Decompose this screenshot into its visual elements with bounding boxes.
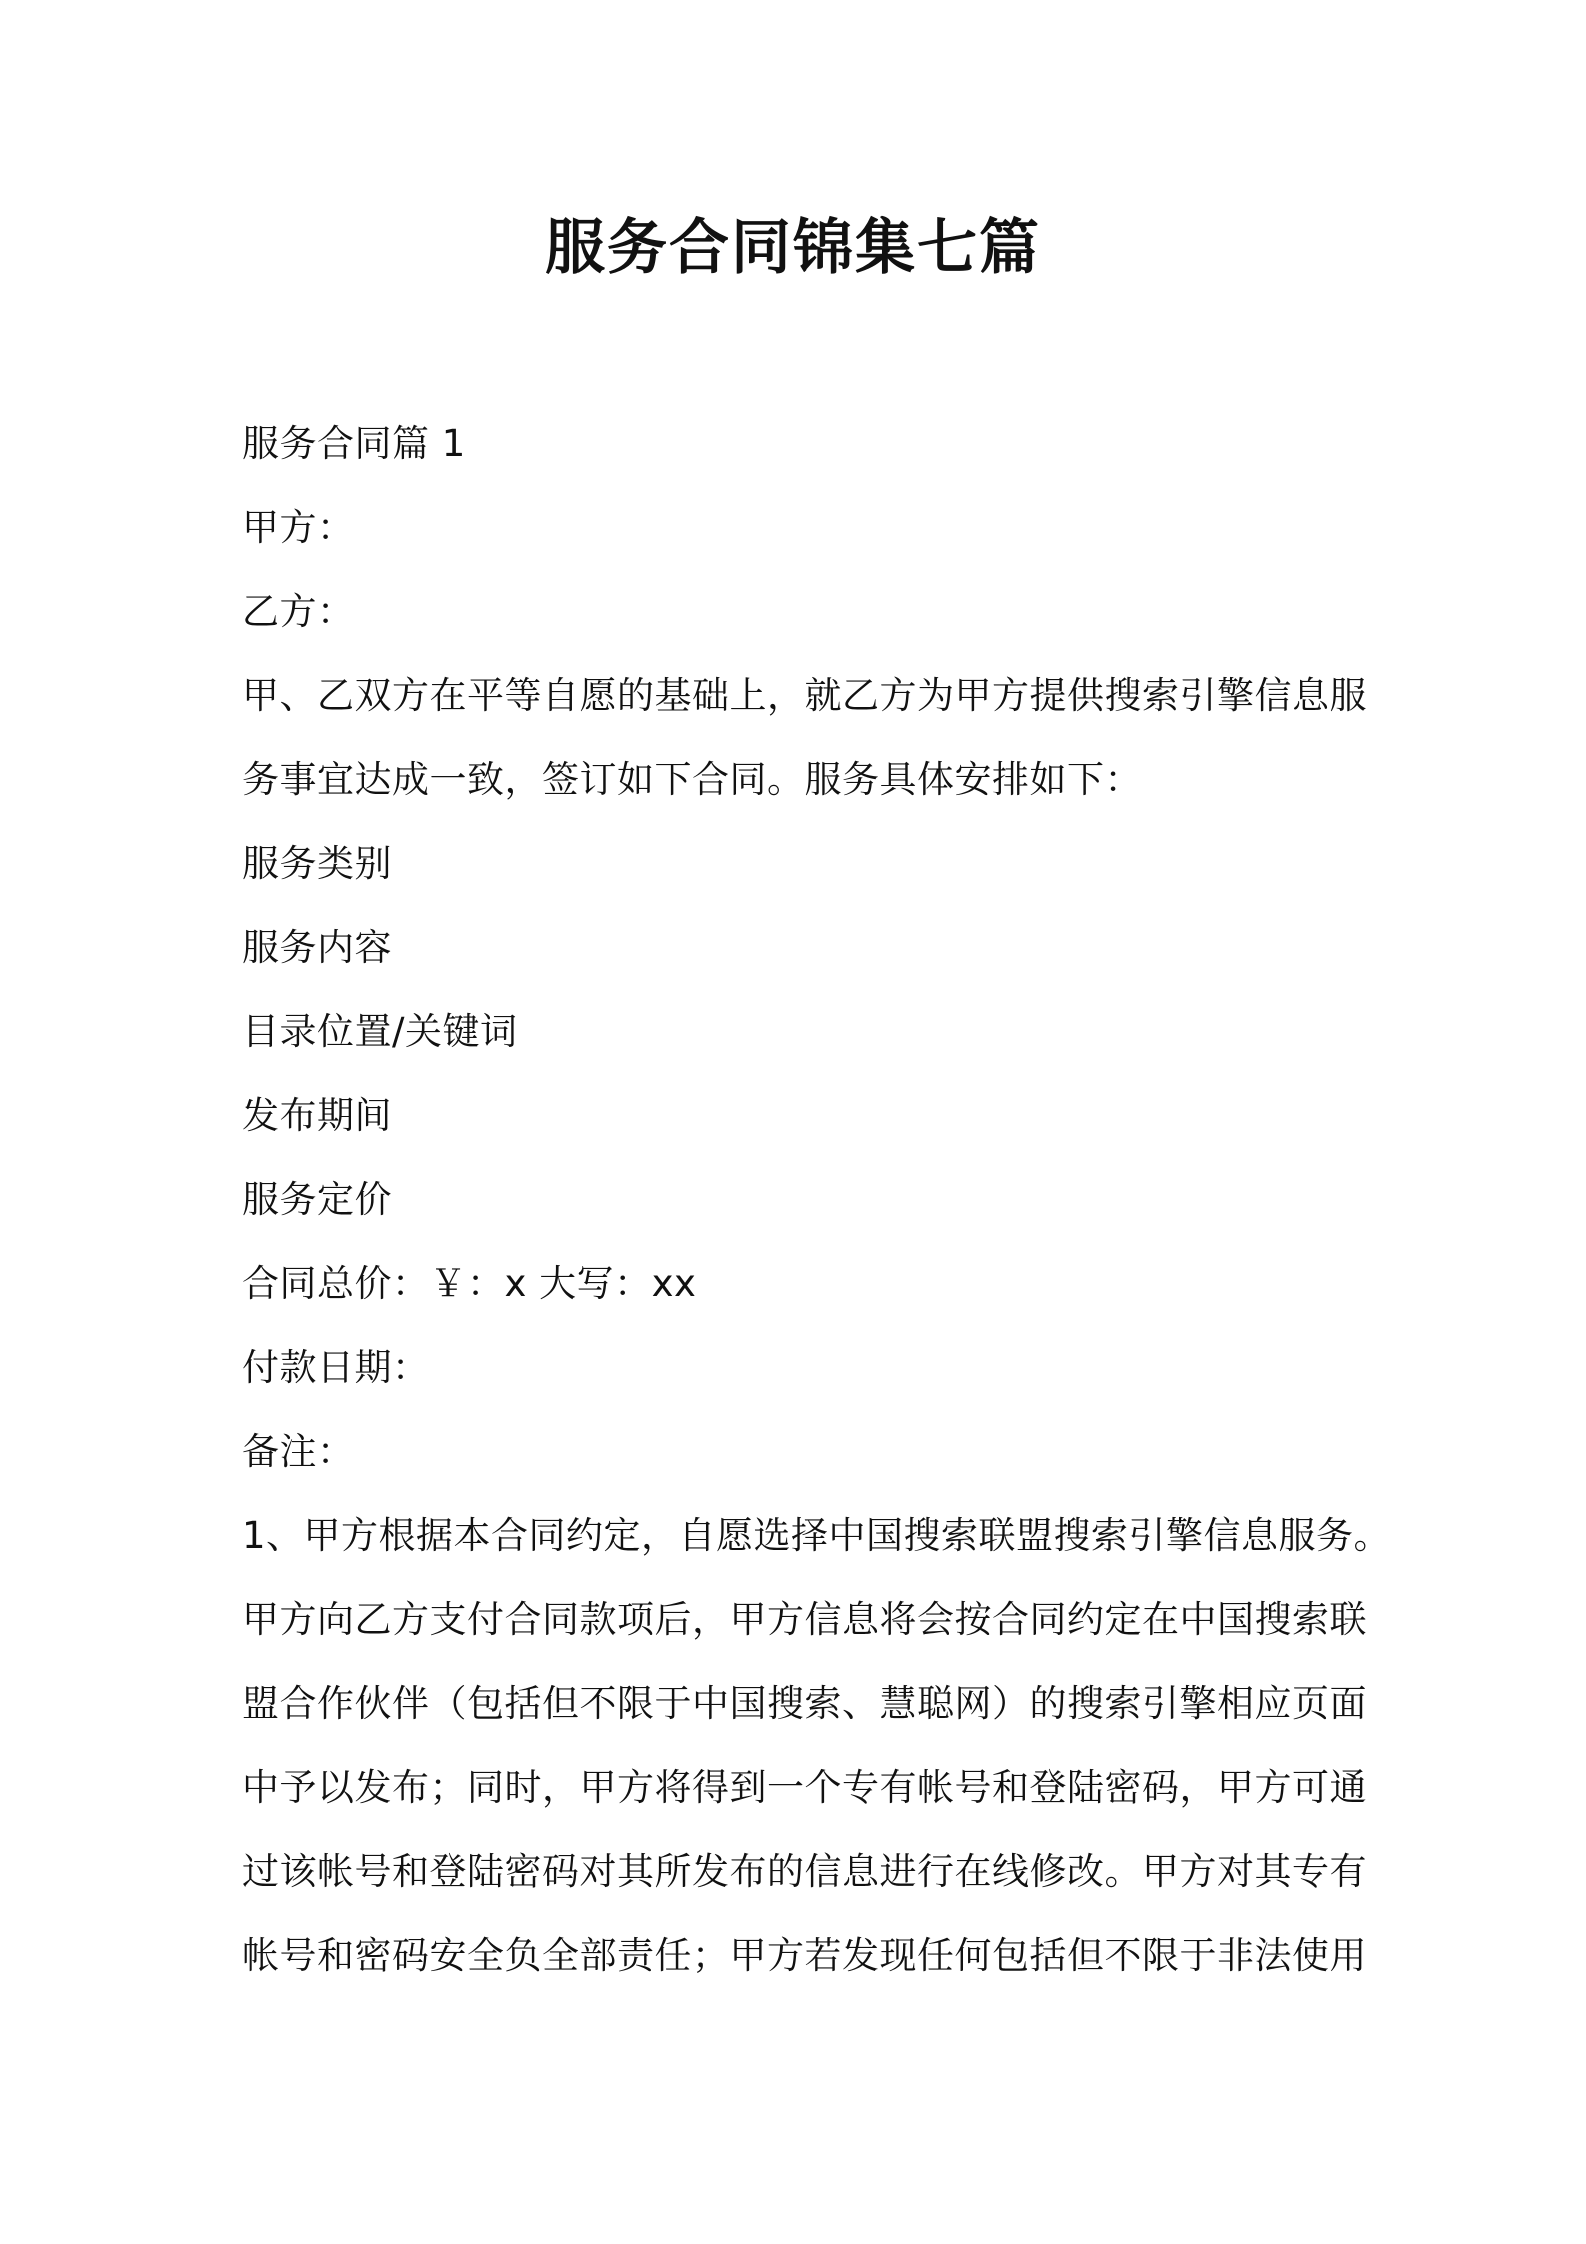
field-label: 发布期间	[242, 1094, 392, 1137]
total-price-line: 合同总价：￥：x 大写：xx	[242, 1262, 697, 1305]
document-title: 服务合同锦集七篇	[545, 213, 1041, 283]
paragraph-line: 帐号和密码安全负全部责任；甲方若发现任何包括但不限于非法使用	[242, 1934, 1367, 1977]
document-body	[242, 402, 1392, 1998]
remarks-line: 备注：	[242, 1430, 355, 1473]
paragraph-line: 过该帐号和登陆密码对其所发布的信息进行在线修改。甲方对其专有	[242, 1850, 1367, 1893]
paragraph-line: 1、甲方根据本合同约定，自愿选择中国搜索联盟搜索引擎信息服务。	[242, 1514, 1392, 1557]
party-a-line: 甲方：	[242, 506, 355, 549]
paragraph-line: 盟合作伙伴（包括但不限于中国搜索、慧聪网）的搜索引擎相应页面	[242, 1682, 1367, 1725]
paragraph-line: 甲方向乙方支付合同款项后，甲方信息将会按合同约定在中国搜索联	[242, 1598, 1367, 1641]
field-label: 服务定价	[242, 1178, 392, 1221]
field-label: 服务内容	[242, 926, 392, 969]
section-heading: 服务合同篇 1	[242, 422, 466, 465]
paragraph-line: 中予以发布；同时，甲方将得到一个专有帐号和登陆密码，甲方可通	[242, 1766, 1367, 1809]
paragraph-line: 甲、乙双方在平等自愿的基础上，就乙方为甲方提供搜索引擎信息服	[242, 674, 1367, 717]
payment-date-line: 付款日期：	[242, 1346, 430, 1389]
paragraph-line: 务事宜达成一致，签订如下合同。服务具体安排如下：	[242, 758, 1142, 801]
field-label: 目录位置/关键词	[242, 1010, 518, 1053]
field-label: 服务类别	[242, 842, 392, 885]
party-b-line: 乙方：	[242, 590, 355, 633]
